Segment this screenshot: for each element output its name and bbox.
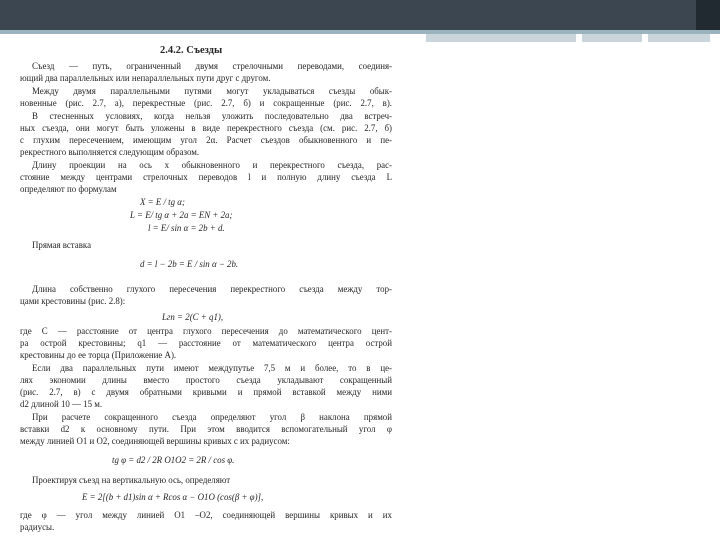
- slide-top-bar: [0, 0, 720, 30]
- text-line: радиусы.: [20, 522, 55, 532]
- text-line: Длина собственно глухого пересечения перекрестного съезда между тор-: [32, 284, 392, 294]
- formula-line: Lгп = 2(C + q1),: [162, 312, 224, 322]
- text-line: Если два параллельных пути имеют междупутье 7,5 м и более, то в це-: [32, 363, 392, 373]
- text-line: определяют по формулам: [20, 184, 117, 194]
- text-line: Длину проекции на ось x обыкновенного и перекрестного съезда, рас-: [32, 160, 392, 170]
- section-heading: 2.4.2. Съезды: [160, 45, 223, 56]
- text-line: Между двумя параллельными путями могут укладываться съезды обык-: [32, 86, 392, 96]
- text-line: цами крестовины (рис. 2.8):: [20, 296, 126, 306]
- formula-line: E = 2[(b + d1)sin α + Rcos α − O1O (cos(β + φ)],: [82, 492, 264, 502]
- text-line: ных съезда, они могут быть уложены в виде перекрестного съезда (см. рис. 2.7, б): [20, 123, 392, 133]
- text-line: между линией O1 и O2, соединяющей вершины кривых с их радиусом:: [20, 436, 290, 446]
- text-line: (рис. 2.7, в) с двумя обратными кривыми и прямой вставкой между ними: [20, 387, 392, 397]
- text-line: При расчете сокращенного съезда определяют угол β наклона прямой: [32, 412, 392, 422]
- text-line: ющий два параллельных или непараллельных пути друг с другом.: [20, 73, 271, 83]
- document-page: [20, 40, 392, 540]
- text-line: ра острой крестовины; q1 — расстояние от математического центра острой: [20, 338, 392, 348]
- formula-line: d = l − 2b = E / sin α − 2b.: [140, 259, 239, 269]
- formula-line: l = E/ sin α = 2b + d.: [148, 223, 225, 233]
- text-line: крестовины до ее торца (Приложение А).: [20, 350, 177, 360]
- formula-line: tg φ = d2 / 2R O1O2 = 2R / cos φ.: [112, 455, 235, 465]
- text-line: рекрестного выполняется следующим образом.: [20, 147, 200, 157]
- text-line: Съезд — путь, ограниченный двумя стрелочными переводами, соединя-: [32, 61, 392, 71]
- formula-line: L = E/ tg α + 2a = EN + 2a;: [130, 210, 233, 220]
- text-line: вставки d2 к основному пути. При этом вводится вспомогательный угол φ: [20, 424, 392, 434]
- text-line: Проектируя съезд на вертикальную ось, определяют: [32, 475, 231, 485]
- text-line: стояние между центрами стрелочных переводов l и полную длину съезда L: [20, 172, 392, 182]
- slide-accent-notch: [420, 34, 710, 42]
- text-line: d2 длиной 10 — 15 м.: [20, 399, 103, 409]
- text-line: лях экономии длины вместо простого съезда укладывают сокращенный: [20, 375, 392, 385]
- text-line: новенные (рис. 2.7, а), перекрестные (рис. 2.7, б) и сокращенные (рис. 2.7, в).: [20, 98, 392, 108]
- text-line: где C — расстояние от центра глухого пересечения до математического цент-: [20, 326, 392, 336]
- text-line: с глухим пересечением, имеющим угол 2α. Расчет съездов обыкновенного и пе-: [20, 135, 392, 145]
- formula-line: X = E / tg α;: [140, 197, 185, 207]
- text-line: Прямая вставка: [32, 240, 92, 250]
- slide-top-bar-corner: [696, 0, 720, 30]
- text-line: В стесненных условиях, когда нельзя уложить последовательно два встреч-: [32, 111, 392, 121]
- text-line: где φ — угол между линией O1 –O2, соединяющей вершины кривых и их: [20, 510, 392, 520]
